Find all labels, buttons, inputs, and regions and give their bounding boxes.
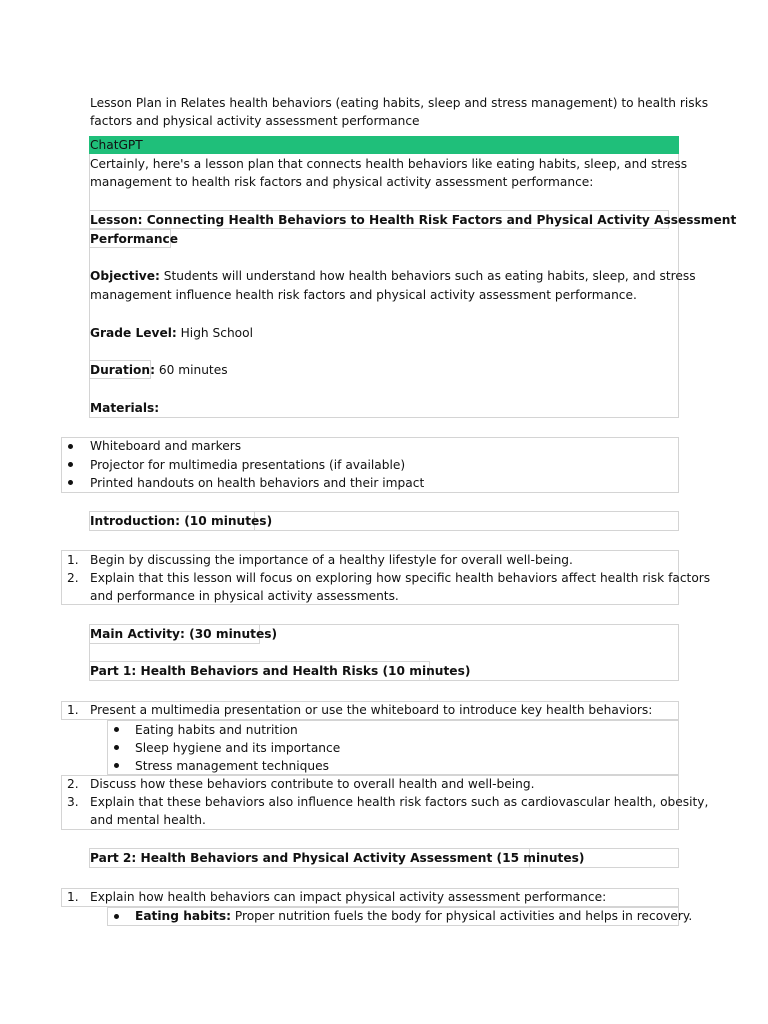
introduction-heading: Introduction: (10 minutes) bbox=[90, 514, 273, 528]
bullet-icon bbox=[114, 763, 119, 768]
part2-sub-item-eating: Eating habits: Proper nutrition fuels the body for physical activities and helps in recovery. bbox=[135, 909, 693, 923]
bullet-icon bbox=[68, 480, 73, 485]
chatgpt-header-bar bbox=[89, 136, 679, 154]
materials-item: Whiteboard and markers bbox=[90, 439, 242, 453]
list-number: 2. bbox=[67, 571, 79, 585]
bullet-icon bbox=[68, 462, 73, 467]
part1-step-3-line-2: and mental health. bbox=[90, 813, 206, 827]
lesson-heading-line-1: Lesson: Connecting Health Behaviors to Health Risk Factors and Physical Activity Assessment bbox=[90, 213, 737, 227]
list-number: 2. bbox=[67, 777, 79, 791]
main-activity-heading: Main Activity: (30 minutes) bbox=[90, 627, 278, 641]
bullet-icon bbox=[114, 727, 119, 732]
part1-sub-item: Sleep hygiene and its importance bbox=[135, 741, 341, 755]
materials-item: Projector for multimedia presentations (if available) bbox=[90, 458, 406, 472]
list-number: 1. bbox=[67, 553, 79, 567]
list-number: 1. bbox=[67, 703, 79, 717]
materials-item: Printed handouts on health behaviors and their impact bbox=[90, 476, 425, 490]
part1-sub-item: Stress management techniques bbox=[135, 759, 329, 773]
title-line-1: Lesson Plan in Relates health behaviors (eating habits, sleep and stress management) to health risks bbox=[90, 96, 709, 110]
objective-line-1: Objective: Students will understand how health behaviors such as eating habits, sleep, and stress bbox=[90, 269, 696, 283]
intro-step-1: Begin by discussing the importance of a healthy lifestyle for overall well-being. bbox=[90, 553, 573, 567]
duration: Duration: 60 minutes bbox=[90, 363, 228, 377]
bullet-icon bbox=[68, 444, 73, 449]
part1-sub-item: Eating habits and nutrition bbox=[135, 723, 298, 737]
part1-heading: Part 1: Health Behaviors and Health Risks (10 minutes) bbox=[90, 664, 471, 678]
intro-line-1: Certainly, here's a lesson plan that connects health behaviors like eating habits, sleep, and stress bbox=[90, 157, 688, 171]
intro-step-2-line-1: Explain that this lesson will focus on exploring how specific health behaviors affect health risk factors bbox=[90, 571, 711, 585]
part1-step-2: Discuss how these behaviors contribute to overall health and well-being. bbox=[90, 777, 535, 791]
bullet-icon bbox=[114, 745, 119, 750]
part1-step-1: Present a multimedia presentation or use the whiteboard to introduce key health behaviors: bbox=[90, 703, 653, 717]
intro-step-2-line-2: and performance in physical activity assessments. bbox=[90, 589, 399, 603]
intro-line-2: management to health risk factors and physical activity assessment performance: bbox=[90, 175, 594, 189]
bullet-icon bbox=[114, 914, 119, 919]
part1-step-3-line-1: Explain that these behaviors also influence health risk factors such as cardiovascular health, obesity, bbox=[90, 795, 709, 809]
grade-level: Grade Level: High School bbox=[90, 326, 253, 340]
chatgpt-label: ChatGPT bbox=[90, 138, 143, 152]
lesson-heading-line-2: Performance bbox=[90, 232, 178, 246]
objective-line-2: management influence health risk factors and physical activity assessment performance. bbox=[90, 288, 637, 302]
list-number: 1. bbox=[67, 890, 79, 904]
materials-heading: Materials: bbox=[90, 401, 160, 415]
part2-heading: Part 2: Health Behaviors and Physical Activity Assessment (15 minutes) bbox=[90, 851, 585, 865]
list-number: 3. bbox=[67, 795, 79, 809]
title-line-2: factors and physical activity assessment performance bbox=[90, 114, 420, 128]
part2-step-1: Explain how health behaviors can impact physical activity assessment performance: bbox=[90, 890, 607, 904]
